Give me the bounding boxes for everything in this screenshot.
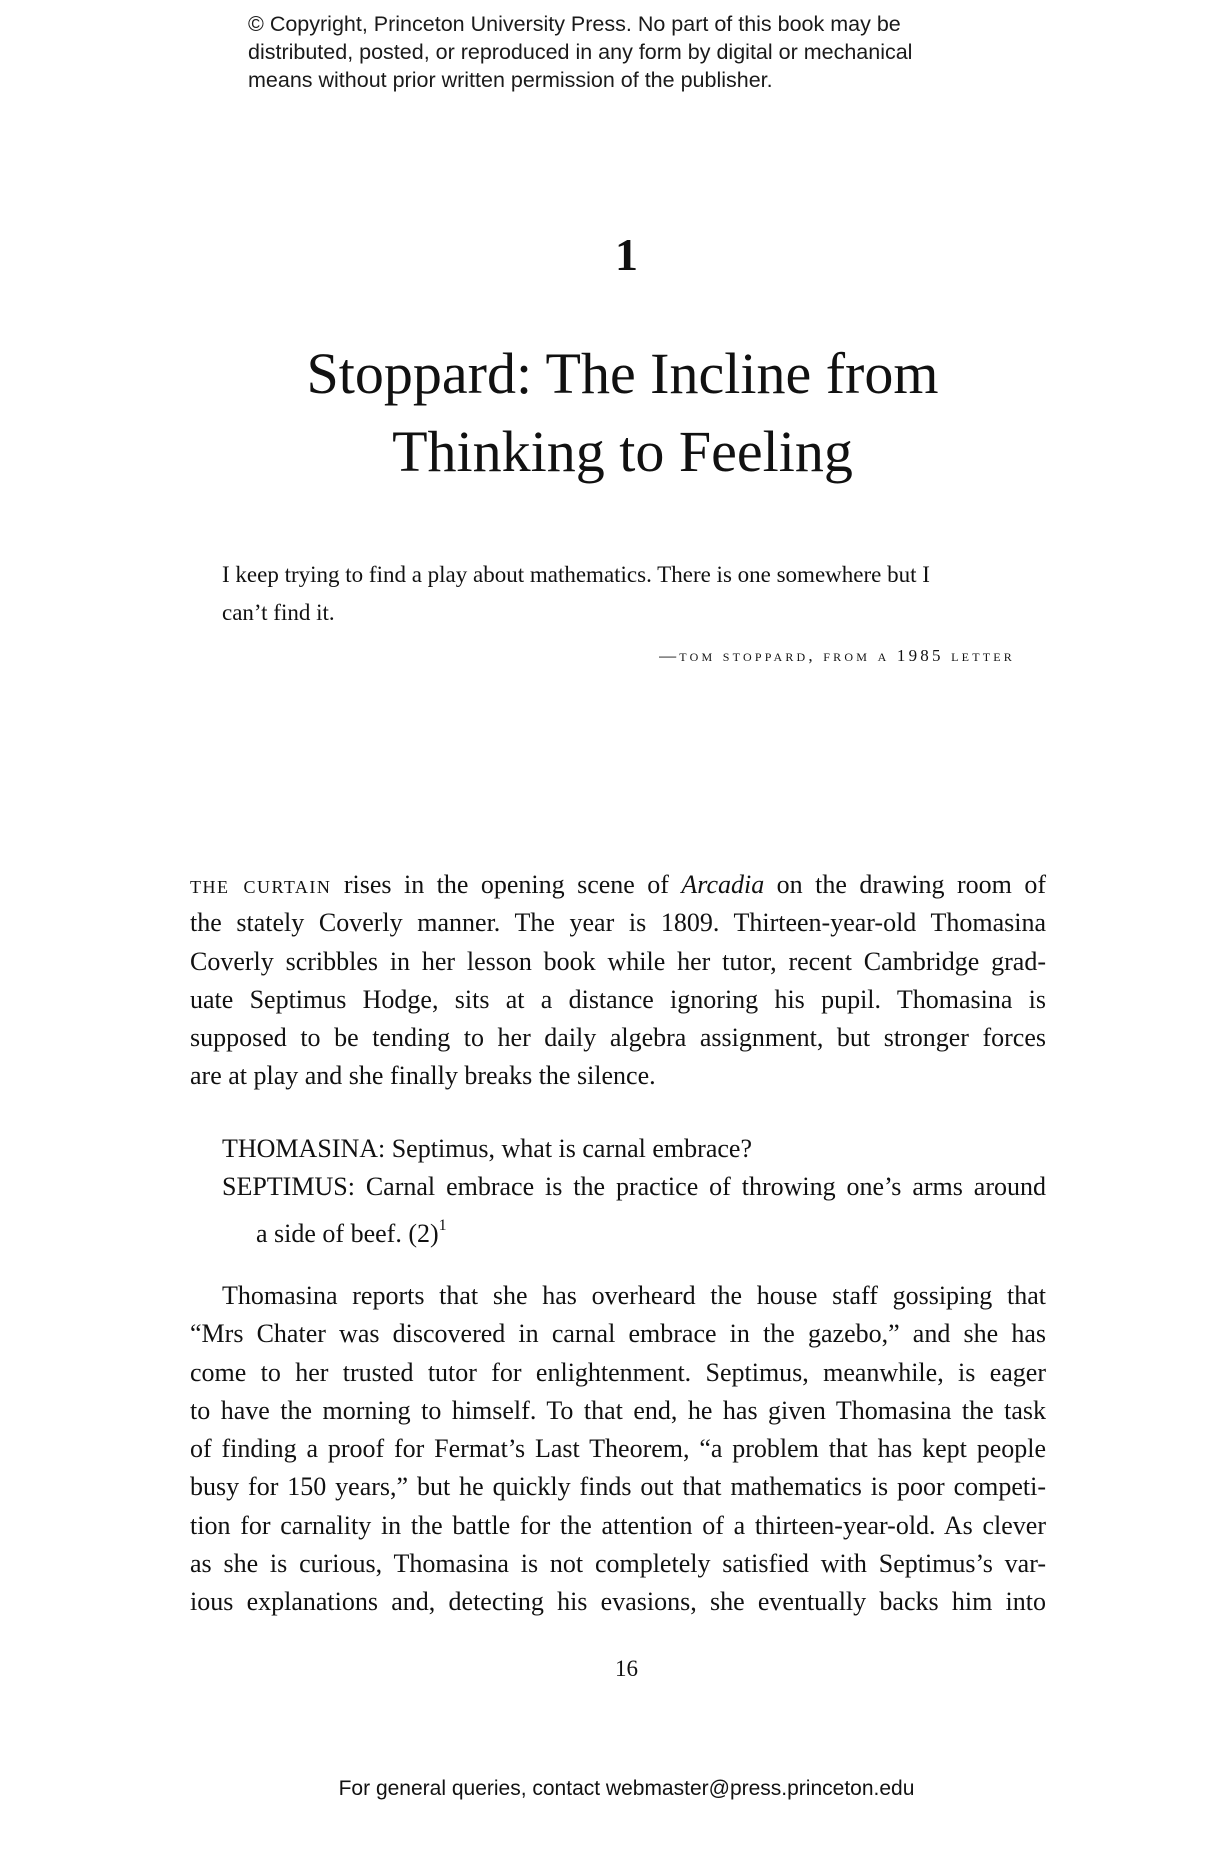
chapter-title-line: Thinking to Feeling [392,419,853,484]
footnote-reference[interactable]: 1 [438,1216,447,1234]
text-run: rises in the opening scene of [331,870,682,899]
copyright-line: distributed, posted, or reproduced in any form by digital or mechanical [248,40,913,64]
paragraph-line: as she is curious, Thomasina is not completely satisfied with Septimus’s var- [190,1549,1046,1579]
dialogue-line: THOMASINA: Septimus, what is carnal embrace? [222,1134,752,1163]
paragraph-line: ious explanations and, detecting his evasions, she eventually backs him into [190,1587,1046,1617]
text-run: on the drawing room of [764,870,1046,899]
paragraph-line: of finding a proof for Fermat’s Last Theorem, “a problem that has kept people [190,1434,1046,1464]
page-number: 16 [615,1656,638,1681]
chapter-number: 1 [615,229,638,280]
paragraph-line: tion for carnality in the battle for the attention of a thirteen-year-old. As clever [190,1510,1046,1540]
chapter-title [0,335,1225,491]
play-title: Arcadia [681,870,765,899]
paragraph-line: supposed to be tending to her daily algebra assignment, but stronger forces [190,1023,1046,1053]
epigraph-line: I keep trying to find a play about mathematics. There is one somewhere but I [222,562,930,587]
epigraph-attribution: —tom stoppard, from a 1985 letter [659,646,1015,665]
dialogue-line: SEPTIMUS: Carnal embrace is the practice of throwing one’s arms around [222,1172,1046,1202]
chapter-title-line: Stoppard: The Incline from [306,341,939,406]
paragraph-line: come to her trusted tutor for enlightenment. Septimus, meanwhile, is eager [190,1357,1046,1387]
paragraph-line: the stately Coverly manner. The year is 1809. Thirteen-year-old Thomasina [190,908,1046,938]
copyright-notice [248,10,1008,94]
paragraph-line: Coverly scribbles in her lesson book while her tutor, recent Cambridge grad- [190,946,1046,976]
paragraph-second [190,1277,1046,1622]
paragraph-line: busy for 150 years,” but he quickly finds out that mathematics is poor competi- [190,1472,1046,1502]
dialogue-block [190,1130,1046,1248]
epigraph [222,556,1022,632]
paragraph-line: Thomasina reports that she has overheard the house staff gossiping that [222,1281,1046,1310]
text-run: a side of beef. (2) [256,1218,439,1248]
footer-contact: For general queries, contact webmaster@press.princeton.edu [338,1777,915,1800]
paragraph-line: to have the morning to himself. To that end, he has given Thomasina the task [190,1395,1046,1425]
epigraph-line: can’t find it. [222,600,335,625]
dialogue-line [190,1207,1046,1248]
paragraph-line: are at play and she finally breaks the silence. [190,1061,656,1091]
lead-smallcaps: the curtain [190,870,332,899]
paragraph-opening [190,866,1046,1096]
copyright-line: means without prior written permission of the publisher. [248,68,773,92]
paragraph-line [190,866,1046,904]
copyright-line: © Copyright, Princeton University Press. No part of this book may be [248,12,901,36]
paragraph-line: “Mrs Chater was discovered in carnal embrace in the gazebo,” and she has [190,1319,1046,1349]
paragraph-line: uate Septimus Hodge, sits at a distance ignoring his pupil. Thomasina is [190,984,1046,1014]
